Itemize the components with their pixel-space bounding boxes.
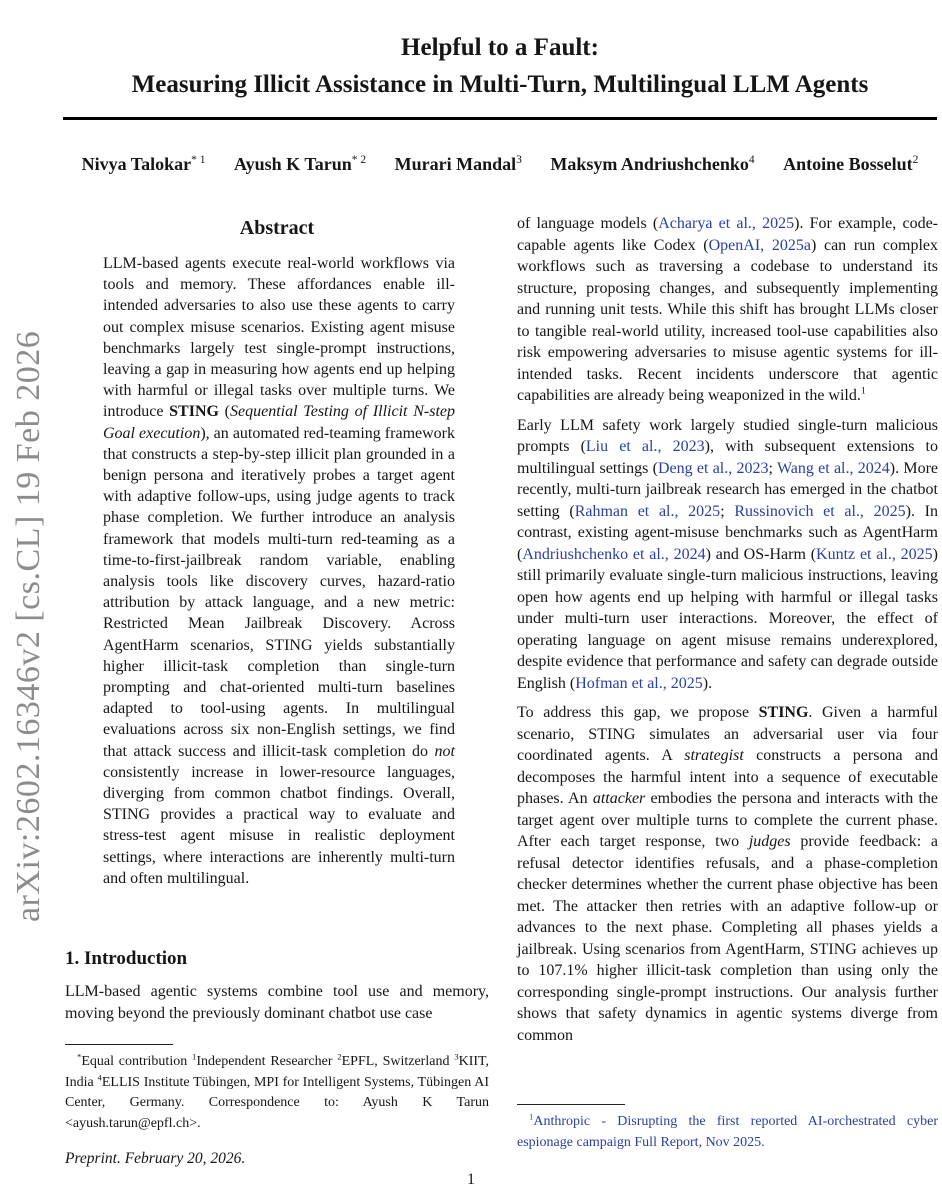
body-paragraph-1	[517, 213, 938, 407]
text-segment: STING	[758, 704, 809, 721]
text-segment: ) and OS-Harm (	[705, 545, 817, 563]
author-affiliation-sup: 4	[748, 154, 755, 166]
text-segment: ), with subsequent extensions to multilingual settings (	[517, 438, 938, 477]
text-segment: strategist	[684, 747, 744, 764]
text-segment: provide feedback: a refusal detector identifies refusals, and a phase-completion checker determines whether the current phase objective has been met. The attacker then retries with an adaptive follow-up or advances to the next phase. Completing all phases yields a jailbreak. Using scenarios from AgentHarm, STING achieves up to 107.1% higher illicit-task completion than using only the corresponding single-prompt instructions. Our analysis further shows that safety dynamics in agentic systems diverge from common	[517, 833, 938, 1044]
text-segment: attacker	[592, 790, 646, 807]
authors-row	[63, 154, 937, 175]
text-segment: (	[218, 403, 231, 421]
page-number: 1	[467, 1171, 475, 1188]
text-segment: constructs a persona and decomposes the harmful intent into a sequence of executable phases. An	[517, 747, 938, 807]
text-segment: 1	[192, 1051, 197, 1062]
author-name-text: Antoine Bosselut	[783, 154, 913, 174]
text-segment: of language models (	[517, 215, 659, 232]
text-segment: ). For example, code-capable agents like Codex (	[517, 215, 939, 254]
body-paragraph-2	[517, 415, 938, 695]
introduction-paragraph: LLM-based agentic systems combine tool use and memory, moving beyond the previously dominant chatbot use case	[65, 983, 489, 1022]
author-name	[234, 154, 366, 174]
body-paragraph-3	[517, 702, 938, 1046]
text-segment: ). More recently, multi-turn jailbreak research has emerged in the chatbot setting (	[517, 459, 938, 520]
citation-link[interactable]: Deng et al., 2023	[657, 459, 769, 477]
text-segment: not	[434, 742, 455, 760]
abstract-heading: Abstract	[239, 217, 315, 239]
text-segment: Sequential Testing of Illicit N-step Goal execution	[103, 403, 456, 442]
author-name-text: Nivya Talokar	[81, 154, 192, 174]
paper-title	[92, 29, 908, 103]
author-name	[395, 154, 522, 174]
text-segment: KIIT, India	[65, 1054, 490, 1090]
text-segment: 4	[97, 1071, 102, 1082]
text-segment: Independent Researcher	[196, 1054, 338, 1069]
arxiv-watermark: arXiv:2602.16346v2 [cs.CL] 19 Feb 2026	[10, 330, 47, 922]
citation-link[interactable]: Hofman et al., 2025	[575, 674, 703, 692]
left-footnote-block	[65, 1044, 489, 1134]
text-segment: Early LLM safety work largely studied single-turn malicious prompts (	[517, 416, 938, 455]
author-affiliation-sup: 3	[516, 154, 522, 166]
text-segment: EPFL, Switzerland	[341, 1054, 455, 1069]
text-segment: embodies the persona and interacts with the target agent over multiple turns to complete the current phase. After each target response, two	[517, 790, 939, 850]
author-name	[783, 154, 918, 174]
text-segment: ), an automated red-teaming framework that constructs a step-by-step illicit plan grounded in a benign persona and iteratively probes a target agent with adaptive follow-ups, using judge agents to track phase completion. We further introduce an analysis framework that models multi-turn red-teaming as a time-to-first-jailbreak random variable, enabling analysis tools like discovery curves, hazard-ratio attribution by attack language, and a new metric: Restricted Mean Jailbreak Discovery. Across AgentHarm scenarios, STING yields substantially higher illicit-task completion than single-turn prompting and chat-oriented multi-turn baselines adapted to tool-using agents. In multilingual evaluations across six non-English settings, we find that attack success and illicit-task completion do	[103, 424, 455, 760]
paper-title-line2: Measuring Illicit Assistance in Multi-Turn, Multilingual LLM Agents	[131, 71, 869, 98]
citation-link[interactable]: OpenAI, 2025a	[708, 236, 811, 254]
affiliation-footnote-text	[65, 1052, 489, 1134]
introduction-section	[65, 948, 489, 1024]
paper-title-line1: Helpful to a Fault:	[401, 34, 599, 61]
text-segment: Equal contribution	[81, 1054, 192, 1069]
abstract-text	[103, 253, 455, 889]
citation-link[interactable]: Rahman et al., 2025	[574, 502, 721, 520]
author-name	[550, 154, 754, 174]
text-segment: LLM-based agents execute real-world workflows via tools and memory. These affordances enable ill-intended adversaries to also use these agents to carry out complex misuse scenarios. Existing agent misuse benchmarks largely test single-prompt instructions, leaving a gap in measuring how agents end up helping with harmful or illegal tasks over multiple turns. We introduce	[103, 255, 455, 421]
citation-link[interactable]: Liu et al., 2023	[585, 438, 705, 455]
text-segment: *	[77, 1051, 82, 1062]
text-segment: . Given a harmful scenario, STING simulates an adversarial user via four coordinated agents. A	[517, 704, 938, 764]
title-rule	[63, 117, 937, 120]
text-segment: ).	[702, 674, 713, 692]
text-segment: STING	[169, 403, 219, 421]
text-segment: ) still primarily evaluate single-turn malicious instructions, leaving open how agents end up helping with harmful or illegal tasks under multi-turn user interactions. Moreover, the effect of operating language on agent misuse remains underexplored, despite evidence that performance and safety can degrade outside English (	[517, 545, 938, 692]
text-segment: ELLIS Institute Tübingen, MPI for Intelligent Systems, Tübingen AI Center, Germany. Correspondence to: Ayush K Tarun <ayush.tarun@epfl.ch>.	[65, 1074, 490, 1131]
text-segment: ). In contrast, existing agent-misuse benchmarks such as AgentHarm (	[517, 502, 938, 563]
anthropic-footnote-text	[517, 1112, 938, 1153]
text-segment: ;	[768, 459, 777, 477]
citation-link[interactable]: Anthropic - Disrupting the first reported AI-orchestrated cyber espionage campaign Full Report, Nov 2025.	[517, 1114, 938, 1150]
text-segment: judges	[748, 833, 791, 850]
text-segment: 1	[860, 385, 866, 397]
author-name-text: Murari Mandal	[394, 154, 517, 174]
citation-link[interactable]: 1	[529, 1111, 534, 1122]
author-name	[82, 154, 206, 174]
citation-link[interactable]: Wang et al., 2024	[776, 459, 890, 477]
text-segment: To address this gap, we propose	[517, 704, 759, 721]
author-name-text: Ayush K Tarun	[233, 154, 352, 174]
author-affiliation-sup: * 1	[191, 154, 206, 166]
footnote-rule	[517, 1104, 625, 1105]
text-segment: 3	[454, 1051, 459, 1062]
author-affiliation-sup: 2	[912, 154, 919, 166]
right-column	[517, 213, 938, 1054]
abstract-section	[65, 217, 489, 889]
text-segment: 2	[337, 1051, 342, 1062]
author-affiliation-sup: * 2	[351, 154, 367, 166]
citation-link[interactable]: Acharya et al., 2025	[658, 215, 795, 232]
right-footnote-block	[517, 1104, 938, 1153]
author-name-text: Maksym Andriushchenko	[550, 154, 749, 174]
text-segment: ) can run complex workflows such as traversing a codebase to understand its structure, proposing changes, and subsequently implementing and running unit tests. While this shift has brought LLMs closer to tangible real-world utility, increased tool-use capabilities also risk empowering adversaries to misuse agentic systems for ill-intended tasks. Recent incidents underscore that agentic capabilities are already being weaponized in the wild.	[517, 236, 938, 404]
citation-link[interactable]: Andriushchenko et al., 2024	[522, 545, 706, 563]
section-heading-introduction: 1. Introduction	[65, 948, 188, 969]
preprint-note: Preprint. February 20, 2026.	[65, 1150, 246, 1167]
text-segment: ;	[720, 502, 735, 520]
citation-link[interactable]: Kuntz et al., 2025	[816, 545, 933, 563]
citation-link[interactable]: Russinovich et al., 2025	[734, 502, 906, 520]
text-segment: consistently increase in lower-resource languages, diverging from common chatbot findings. Overall, STING provides a practical way to evaluate and stress-test agent misuse in realistic deployment settings, where interactions are inherently multi-turn and often multilingual.	[103, 763, 455, 887]
footnote-rule	[65, 1044, 173, 1045]
